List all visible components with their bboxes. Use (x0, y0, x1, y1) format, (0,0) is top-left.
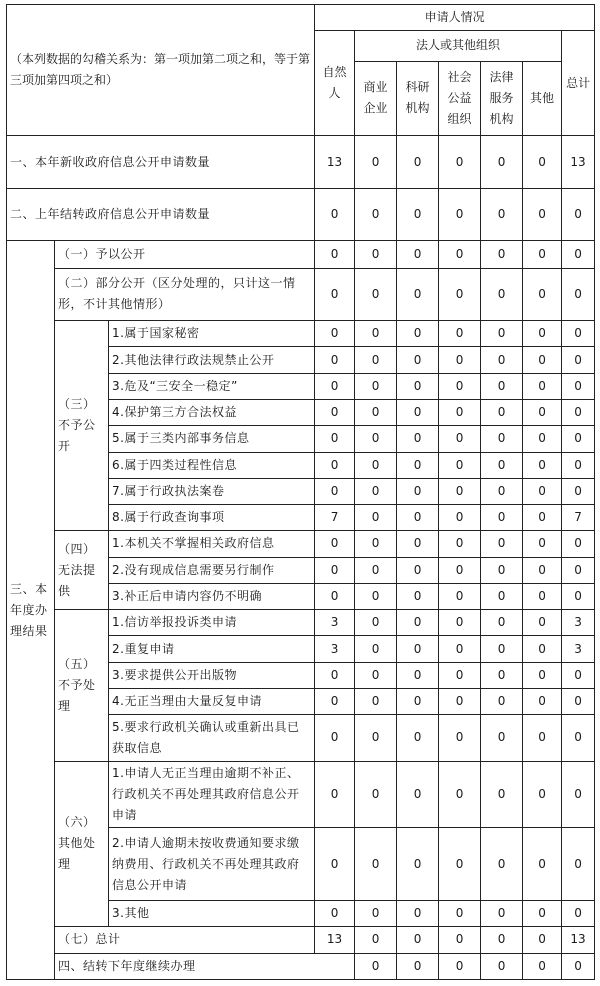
value-cell: 0 (355, 688, 397, 714)
table-row (7, 531, 595, 557)
value-cell: 0 (481, 828, 523, 901)
row-label: 3.补正后申请内容仍不明确 (109, 583, 315, 609)
group-other-handling: （六）其他处理 (55, 761, 109, 927)
value-cell: 0 (315, 478, 355, 504)
value-cell: 0 (355, 373, 397, 399)
value-cell: 0 (315, 828, 355, 901)
value-cell: 0 (523, 610, 562, 636)
header-row-1 (7, 5, 595, 31)
header-applicant: 申请人情况 (315, 5, 595, 31)
value-cell: 0 (523, 662, 562, 688)
group-cannot-provide: （四）无法提供 (55, 531, 109, 610)
value-cell: 0 (562, 399, 595, 425)
value-cell: 0 (439, 505, 481, 531)
row-label: 2.申请人逾期未按收费通知要求缴纳费用、行政机关不再处理其政府信息公开申请 (109, 828, 315, 901)
value-cell: 0 (355, 953, 397, 979)
value-cell: 0 (397, 241, 439, 268)
table-row (7, 927, 595, 953)
value-cell: 0 (397, 953, 439, 979)
value-cell: 0 (355, 901, 397, 927)
value-cell: 0 (355, 321, 397, 347)
value-cell: 0 (481, 953, 523, 979)
value-cell: 0 (355, 557, 397, 583)
row-label: 2.重复申请 (109, 636, 315, 662)
row-label: 2.其他法律行政法规禁止公开 (109, 347, 315, 373)
value-cell: 0 (523, 901, 562, 927)
value-cell: 0 (355, 636, 397, 662)
value-cell: 0 (523, 136, 562, 189)
value-cell: 0 (397, 399, 439, 425)
value-cell: 0 (481, 241, 523, 268)
row-label: （二）部分公开（区分处理的，只计这一情形，不计其他情形） (55, 268, 315, 321)
value-cell: 0 (562, 321, 595, 347)
value-cell: 0 (439, 478, 481, 504)
value-cell: 0 (315, 662, 355, 688)
value-cell: 0 (439, 241, 481, 268)
value-cell: 0 (481, 583, 523, 609)
value-cell: 3 (562, 610, 595, 636)
value-cell: 0 (481, 399, 523, 425)
value-cell: 0 (355, 136, 397, 189)
value-cell: 0 (439, 347, 481, 373)
value-cell: 0 (562, 828, 595, 901)
value-cell: 0 (439, 399, 481, 425)
value-cell: 0 (562, 761, 595, 828)
value-cell: 0 (562, 662, 595, 688)
row-label: 4.保护第三方合法权益 (109, 399, 315, 425)
value-cell: 0 (397, 583, 439, 609)
table-row (7, 241, 595, 268)
value-cell: 0 (481, 268, 523, 321)
value-cell: 0 (523, 531, 562, 557)
value-cell: 0 (315, 901, 355, 927)
value-cell: 0 (397, 373, 439, 399)
value-cell: 0 (481, 715, 523, 761)
value-cell: 0 (481, 321, 523, 347)
table-row (7, 761, 595, 828)
row-label: 一、本年新收政府信息公开申请数量 (7, 136, 315, 189)
value-cell: 0 (523, 426, 562, 452)
value-cell: 0 (315, 268, 355, 321)
value-cell: 0 (315, 452, 355, 478)
header-other: 其他 (523, 61, 562, 136)
value-cell: 0 (562, 953, 595, 979)
table-row (7, 953, 595, 979)
row-label: 二、上年结转政府信息公开申请数量 (7, 188, 315, 241)
value-cell: 0 (523, 715, 562, 761)
value-cell: 0 (523, 927, 562, 953)
value-cell: 0 (397, 505, 439, 531)
value-cell: 0 (355, 241, 397, 268)
value-cell: 0 (562, 901, 595, 927)
value-cell: 0 (397, 136, 439, 189)
value-cell: 0 (397, 188, 439, 241)
value-cell: 0 (481, 373, 523, 399)
value-cell: 0 (439, 688, 481, 714)
value-cell: 0 (315, 426, 355, 452)
value-cell: 0 (523, 636, 562, 662)
value-cell: 0 (562, 426, 595, 452)
value-cell: 0 (355, 610, 397, 636)
value-cell: 0 (439, 136, 481, 189)
value-cell: 0 (562, 347, 595, 373)
header-legal-orgs: 法人或其他组织 (355, 31, 562, 61)
row-label: 3.要求提供公开出版物 (109, 662, 315, 688)
value-cell: 0 (315, 583, 355, 609)
value-cell: 0 (397, 688, 439, 714)
value-cell: 0 (355, 399, 397, 425)
value-cell: 0 (315, 347, 355, 373)
value-cell: 0 (355, 927, 397, 953)
value-cell: 0 (439, 583, 481, 609)
value-cell: 0 (481, 901, 523, 927)
value-cell: 0 (481, 347, 523, 373)
value-cell: 3 (315, 636, 355, 662)
value-cell: 0 (315, 188, 355, 241)
value-cell: 0 (397, 927, 439, 953)
value-cell: 0 (523, 373, 562, 399)
row-label: 8.属于行政查询事项 (109, 505, 315, 531)
row-label: 7.属于行政执法案卷 (109, 478, 315, 504)
value-cell: 0 (481, 531, 523, 557)
value-cell: 13 (315, 136, 355, 189)
row-label: 1.信访举报投诉类申请 (109, 610, 315, 636)
value-cell: 0 (315, 688, 355, 714)
value-cell: 0 (562, 688, 595, 714)
value-cell: 7 (315, 505, 355, 531)
value-cell: 0 (439, 188, 481, 241)
header-total: 总计 (562, 31, 595, 136)
value-cell: 0 (439, 557, 481, 583)
value-cell: 0 (355, 268, 397, 321)
row-label: 四、结转下年度继续办理 (55, 953, 355, 979)
value-cell: 0 (397, 828, 439, 901)
value-cell: 0 (315, 531, 355, 557)
value-cell: 3 (562, 636, 595, 662)
value-cell: 3 (315, 610, 355, 636)
value-cell: 0 (439, 927, 481, 953)
value-cell: 0 (397, 426, 439, 452)
row-label: 3.其他 (109, 901, 315, 927)
value-cell: 0 (439, 901, 481, 927)
value-cell: 0 (397, 452, 439, 478)
value-cell: 0 (315, 715, 355, 761)
value-cell: 0 (481, 610, 523, 636)
value-cell: 0 (562, 188, 595, 241)
value-cell: 0 (481, 188, 523, 241)
value-cell: 0 (439, 953, 481, 979)
row-label: 2.没有现成信息需要另行制作 (109, 557, 315, 583)
value-cell: 0 (397, 610, 439, 636)
value-cell: 0 (355, 761, 397, 828)
value-cell: 0 (439, 373, 481, 399)
value-cell: 0 (562, 241, 595, 268)
value-cell: 0 (315, 241, 355, 268)
value-cell: 0 (481, 452, 523, 478)
value-cell: 0 (397, 662, 439, 688)
value-cell: 0 (439, 610, 481, 636)
value-cell: 0 (523, 268, 562, 321)
table-row (7, 321, 595, 347)
value-cell: 0 (355, 452, 397, 478)
section-year-results: 三、本年度办理结果 (7, 241, 55, 980)
value-cell: 0 (397, 901, 439, 927)
value-cell: 0 (481, 636, 523, 662)
header-commercial: 商业企业 (355, 61, 397, 136)
row-label: 1.属于国家秘密 (109, 321, 315, 347)
value-cell: 0 (523, 761, 562, 828)
row-label: 4.无正当理由大量反复申请 (109, 688, 315, 714)
value-cell: 0 (481, 927, 523, 953)
value-cell: 0 (315, 557, 355, 583)
value-cell: 0 (562, 557, 595, 583)
value-cell: 0 (397, 531, 439, 557)
value-cell: 13 (562, 927, 595, 953)
value-cell: 0 (523, 688, 562, 714)
value-cell: 13 (562, 136, 595, 189)
value-cell: 0 (355, 505, 397, 531)
value-cell: 0 (355, 583, 397, 609)
value-cell: 0 (523, 347, 562, 373)
row-label: 5.要求行政机关确认或重新出具已获取信息 (109, 715, 315, 761)
value-cell: 0 (562, 452, 595, 478)
value-cell: 0 (439, 268, 481, 321)
table-note: （本列数据的勾稽关系为：第一项加第二项之和，等于第三项加第四项之和） (7, 5, 315, 136)
value-cell: 0 (439, 636, 481, 662)
header-research: 科研机构 (397, 61, 439, 136)
value-cell: 0 (523, 583, 562, 609)
value-cell: 0 (481, 662, 523, 688)
value-cell: 0 (562, 715, 595, 761)
row-label: 1.申请人无正当理由逾期不补正、行政机关不再处理其政府信息公开申请 (109, 761, 315, 828)
value-cell: 0 (439, 452, 481, 478)
row-label: 5.属于三类内部事务信息 (109, 426, 315, 452)
value-cell: 0 (397, 321, 439, 347)
value-cell: 0 (397, 715, 439, 761)
group-not-processed: （五）不予处理 (55, 610, 109, 762)
value-cell: 0 (355, 662, 397, 688)
value-cell: 0 (523, 953, 562, 979)
value-cell: 0 (355, 347, 397, 373)
value-cell: 0 (355, 478, 397, 504)
value-cell: 0 (315, 399, 355, 425)
value-cell: 0 (481, 478, 523, 504)
value-cell: 0 (439, 761, 481, 828)
value-cell: 0 (481, 688, 523, 714)
header-social: 社会公益组织 (439, 61, 481, 136)
value-cell: 0 (439, 662, 481, 688)
header-natural-person: 自然人 (315, 31, 355, 136)
value-cell: 0 (439, 828, 481, 901)
row-label: 1.本机关不掌握相关政府信息 (109, 531, 315, 557)
value-cell: 0 (397, 761, 439, 828)
value-cell: 0 (523, 505, 562, 531)
value-cell: 0 (397, 636, 439, 662)
header-legal-service: 法律服务机构 (481, 61, 523, 136)
value-cell: 0 (355, 426, 397, 452)
value-cell: 0 (481, 136, 523, 189)
table-row (7, 610, 595, 636)
value-cell: 0 (562, 478, 595, 504)
value-cell: 13 (315, 927, 355, 953)
value-cell: 0 (315, 321, 355, 347)
value-cell: 0 (439, 321, 481, 347)
value-cell: 0 (523, 828, 562, 901)
value-cell: 0 (481, 557, 523, 583)
value-cell: 0 (439, 715, 481, 761)
value-cell: 0 (439, 531, 481, 557)
value-cell: 0 (439, 426, 481, 452)
disclosure-stats-table (6, 4, 595, 980)
value-cell: 0 (523, 188, 562, 241)
value-cell: 0 (355, 531, 397, 557)
table-row (7, 188, 595, 241)
value-cell: 0 (562, 583, 595, 609)
row-label: （一）予以公开 (55, 241, 315, 268)
value-cell: 0 (315, 761, 355, 828)
value-cell: 0 (562, 268, 595, 321)
value-cell: 0 (355, 828, 397, 901)
value-cell: 0 (355, 715, 397, 761)
value-cell: 0 (562, 373, 595, 399)
value-cell: 0 (523, 399, 562, 425)
value-cell: 0 (481, 426, 523, 452)
value-cell: 0 (523, 557, 562, 583)
table-row (7, 136, 595, 189)
row-label: （七）总计 (55, 927, 315, 953)
group-not-disclosed: （三）不予公开 (55, 321, 109, 531)
value-cell: 7 (562, 505, 595, 531)
row-label: 6.属于四类过程性信息 (109, 452, 315, 478)
value-cell: 0 (397, 268, 439, 321)
value-cell: 0 (355, 188, 397, 241)
value-cell: 0 (481, 505, 523, 531)
value-cell: 0 (397, 478, 439, 504)
table-row (7, 268, 595, 321)
row-label: 3.危及“三安全一稳定” (109, 373, 315, 399)
value-cell: 0 (481, 761, 523, 828)
value-cell: 0 (523, 321, 562, 347)
value-cell: 0 (397, 347, 439, 373)
value-cell: 0 (562, 531, 595, 557)
value-cell: 0 (523, 478, 562, 504)
value-cell: 0 (523, 241, 562, 268)
value-cell: 0 (523, 452, 562, 478)
value-cell: 0 (315, 373, 355, 399)
value-cell: 0 (397, 557, 439, 583)
